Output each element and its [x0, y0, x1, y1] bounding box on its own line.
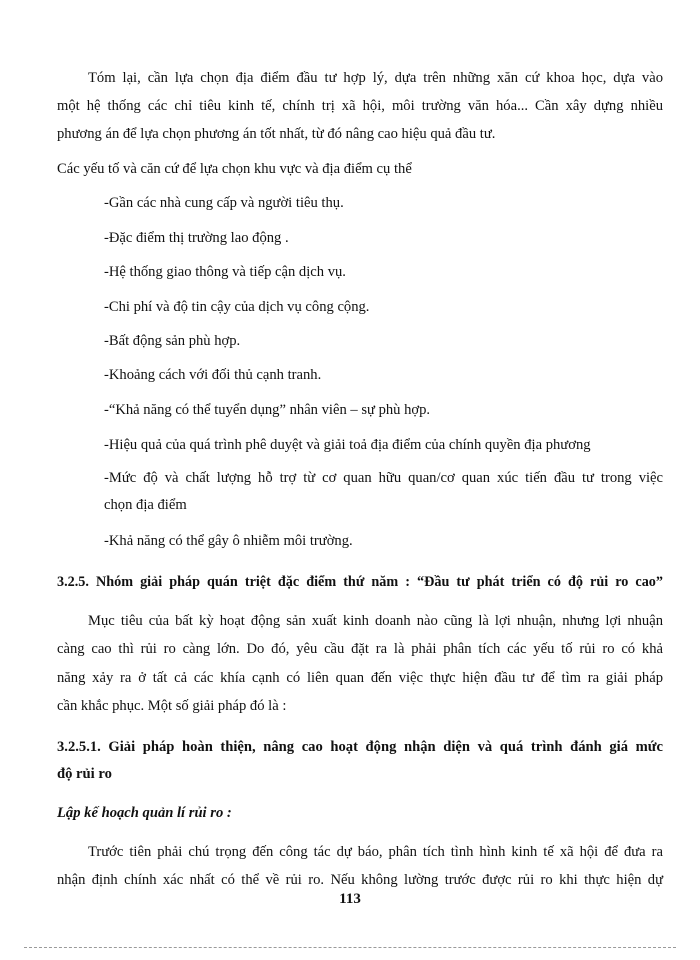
list-item: -Mức độ và chất lượng hỗ trợ từ cơ quan hữu quan/cơ quan xúc tiến đầu tư trong việc [104, 470, 663, 486]
list-item: -Khả năng có thể gây ô nhiễm môi trường. [104, 533, 353, 549]
paragraph-line: nhận định chính xác nhất có thể về rủi ro. Nếu không lường trước được rủi ro khi thực hiện dự [57, 872, 663, 888]
paragraph-line: Mục tiêu của bất kỳ hoạt động sản xuất kinh doanh nào cũng là lợi nhuận, nhưng lợi nhuận [88, 613, 663, 629]
list-item: -Hệ thống giao thông và tiếp cận dịch vụ. [104, 264, 346, 280]
list-item-continuation: chọn địa điểm [104, 497, 187, 513]
list-item: -Chi phí và độ tin cậy của dịch vụ công cộng. [104, 299, 370, 315]
paragraph-line: năng xảy ra ở tất cả các khía cạnh có liên quan đến việc thực hiện đầu tư để tìm ra giải pháp [57, 670, 663, 686]
page-border [24, 947, 676, 948]
paragraph-line: một hệ thống các chỉ tiêu kinh tế, chính trị xã hội, môi trường văn hóa... Cần xây dựng nhiều [57, 98, 663, 114]
paragraph-line: Trước tiên phải chú trọng đến công tác dự báo, phân tích tình hình kinh tế xã hội để đưa ra [88, 844, 663, 860]
paragraph-line: cần khắc phục. Một số giải pháp đó là : [57, 698, 287, 714]
list-item: -Bất động sản phù hợp. [104, 333, 241, 349]
paragraph-line: Tóm lại, cần lựa chọn địa điểm đầu tư hợp lý, dựa trên những xăn cứ khoa học, dựa vào [88, 70, 663, 86]
factors-intro: Các yếu tố và căn cứ để lựa chọn khu vực và địa điểm cụ thể [57, 161, 412, 177]
list-item: -Gần các nhà cung cấp và người tiêu thụ. [104, 195, 344, 211]
list-item: -Khoảng cách với đối thủ cạnh tranh. [104, 367, 322, 383]
page-number: 113 [339, 891, 361, 907]
paragraph-line: càng cao thì rủi ro càng lớn. Do đó, yêu cầu đặt ra là phải phân tích các yếu tố rủi ro có khả [57, 641, 663, 657]
list-item: -“Khả năng có thể tuyển dụng” nhân viên – sự phù hợp. [104, 402, 431, 418]
subheading: Lập kế hoạch quản lí rủi ro : [57, 805, 232, 821]
list-item: -Hiệu quả của quá trình phê duyệt và giải toả địa điểm của chính quyền địa phương [104, 437, 591, 453]
section-heading: 3.2.5. Nhóm giải pháp quán triệt đặc điểm thứ năm : “Đầu tư phát triển có độ rủi ro cao” [57, 574, 663, 590]
list-item: -Đặc điểm thị trường lao động . [104, 230, 289, 246]
paragraph-line: phương án để lựa chọn phương án tốt nhất, từ đó nâng cao hiệu quả đầu tư. [57, 126, 496, 142]
subsection-heading: 3.2.5.1. Giải pháp hoàn thiện, nâng cao hoạt động nhận diện và quá trình đánh giá mức [57, 739, 663, 755]
subsection-heading: độ rủi ro [57, 766, 112, 782]
